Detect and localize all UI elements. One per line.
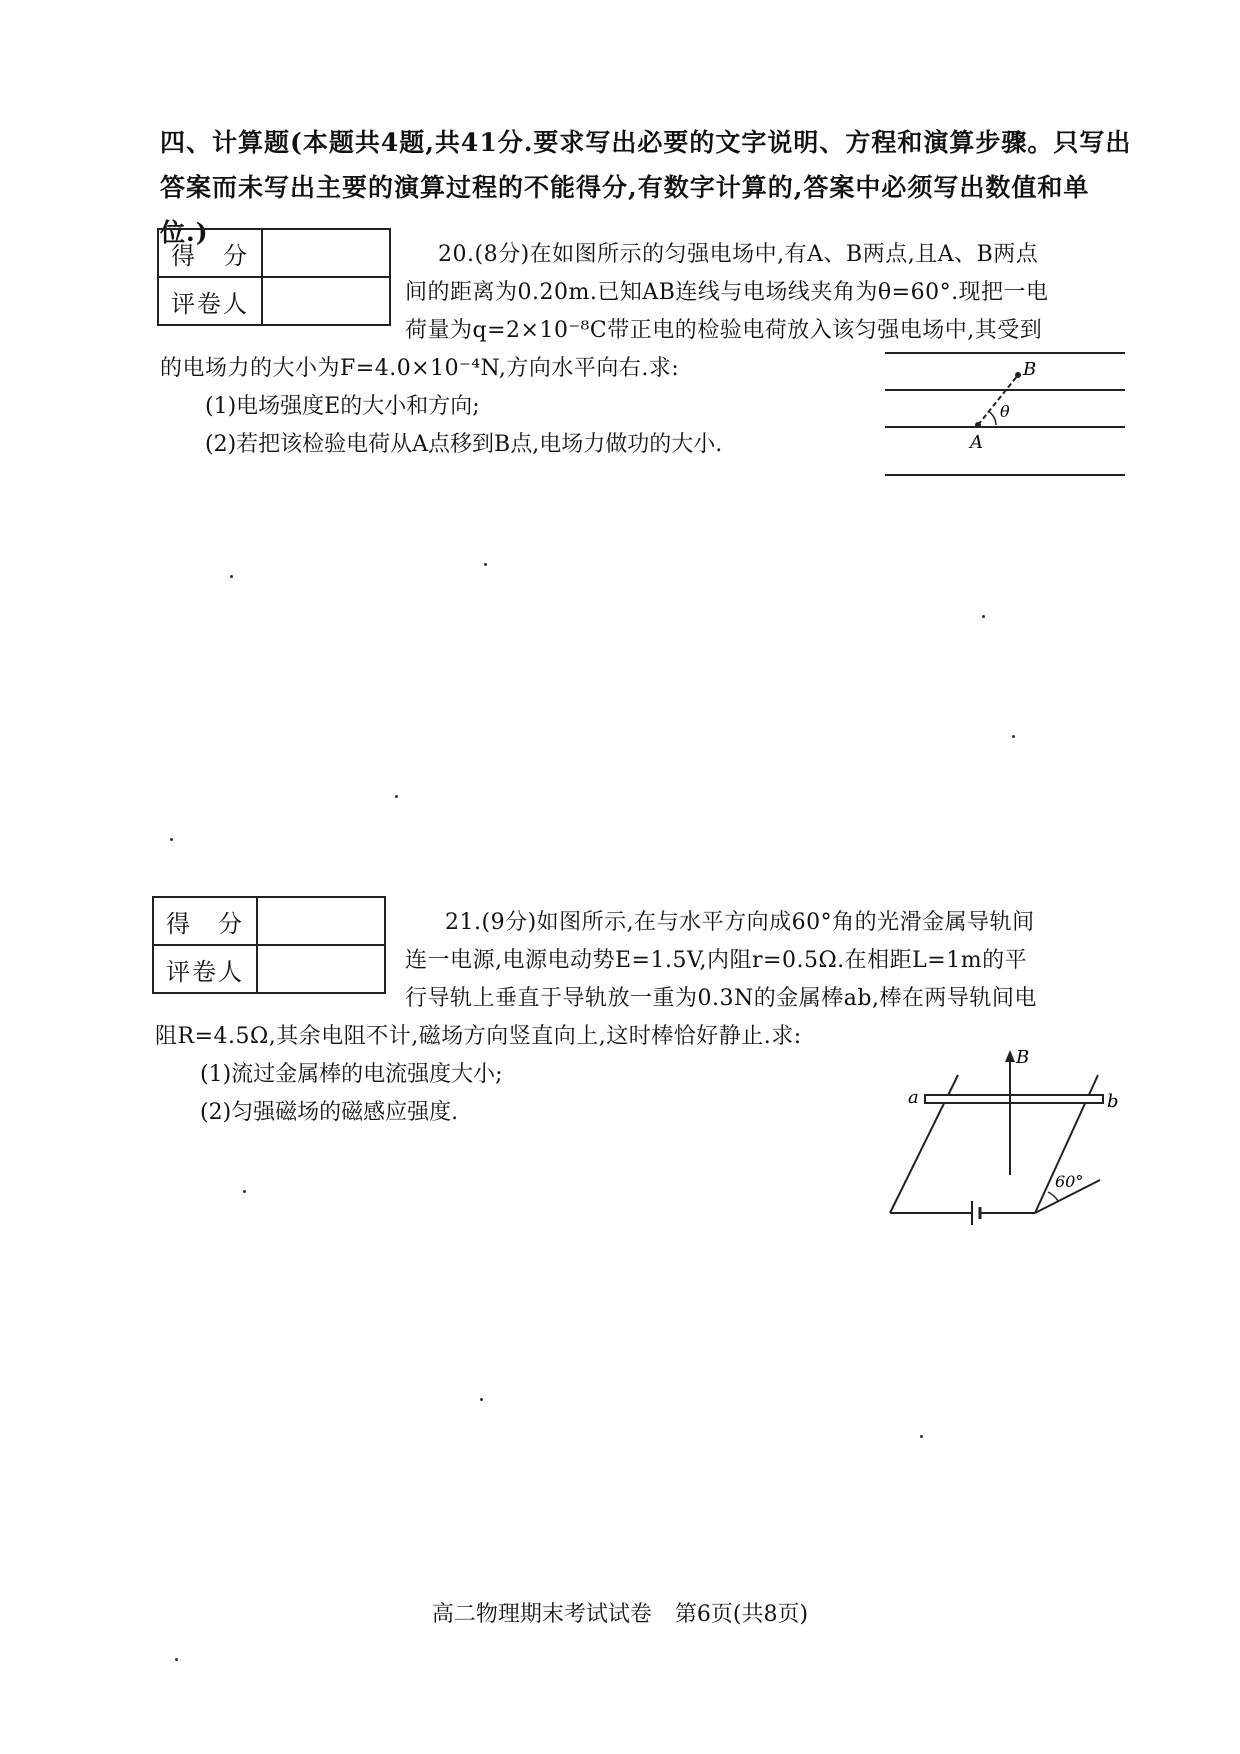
label-theta: θ bbox=[1000, 402, 1010, 421]
scan-speck bbox=[230, 575, 233, 578]
footer-title: 高二物理期末考试试卷 bbox=[431, 1602, 652, 1627]
q20-line2: 间的距离为0.20m.已知AB连线与电场线夹角为θ=60°.现把一电 bbox=[405, 280, 1049, 305]
angle-arc bbox=[988, 411, 996, 425]
scan-speck bbox=[982, 615, 985, 618]
segment-ab bbox=[978, 375, 1018, 425]
label-angle: 60° bbox=[1055, 1172, 1084, 1191]
section-header: 四、计算题(本题共4题,共41分.要求写出必要的文字说明、方程和演算步骤。只写出答案而未写出主要的演算过程的不能得分,有数字计算的,答案中必须写出数值和单位.) bbox=[160, 128, 1132, 247]
scan-speck bbox=[243, 1190, 246, 1193]
q20-sub2: (2)若把该检验电荷从A点移到B点,电场力做功的大小. bbox=[205, 432, 723, 457]
scan-speck bbox=[170, 838, 173, 841]
scan-speck bbox=[484, 563, 487, 566]
grader-label: 评卷人 bbox=[153, 945, 257, 993]
grader-field[interactable] bbox=[257, 945, 385, 993]
footer-page-number: 第6页(共8页) bbox=[674, 1602, 809, 1627]
q20-line1: 20.(8分)在如图所示的匀强电场中,有A、B两点,且A、B两点 bbox=[438, 242, 1039, 267]
grader-label: 评卷人 bbox=[158, 277, 262, 325]
q20-line3: 荷量为q=2×10⁻⁸C带正电的检验电荷放入该匀强电场中,其受到 bbox=[405, 318, 1043, 343]
point-b bbox=[1015, 372, 1021, 378]
label-b-field: B bbox=[1016, 1047, 1030, 1068]
q21-line1: 21.(9分)如图所示,在与水平方向成60°角的光滑金属导轨间 bbox=[445, 910, 1035, 935]
score-box-q21 bbox=[152, 896, 386, 994]
scan-speck bbox=[920, 1435, 923, 1438]
q21-line3: 行导轨上垂直于导轨放一重为0.3N的金属棒ab,棒在两导轨间电 bbox=[405, 986, 1037, 1011]
score-label: 得 分 bbox=[153, 897, 257, 945]
q21-line2: 连一电源,电源电动势E=1.5V,内阻r=0.5Ω.在相距L=1m的平 bbox=[405, 948, 1028, 973]
arrow-head-icon bbox=[1005, 1050, 1015, 1062]
scan-speck bbox=[1012, 735, 1015, 738]
metal-rod-ab bbox=[925, 1095, 1103, 1103]
q20-sub1: (1)电场强度E的大小和方向; bbox=[205, 394, 480, 419]
scan-speck bbox=[480, 1398, 483, 1401]
q21-sub1: (1)流过金属棒的电流强度大小; bbox=[200, 1062, 503, 1087]
score-label: 得 分 bbox=[158, 229, 262, 277]
q20-field-figure bbox=[880, 345, 1130, 485]
grader-field[interactable] bbox=[262, 277, 390, 325]
angle-arc-60 bbox=[1048, 1192, 1058, 1201]
label-b: b bbox=[1107, 1091, 1119, 1112]
scan-speck bbox=[395, 795, 398, 798]
label-a: a bbox=[908, 1087, 919, 1108]
score-box-q20 bbox=[157, 228, 391, 326]
q21-sub2: (2)匀强磁场的磁感应强度. bbox=[200, 1100, 459, 1125]
q21-line4: 阻R=4.5Ω,其余电阻不计,磁场方向竖直向上,这时棒恰好静止.求: bbox=[155, 1024, 802, 1049]
page-footer bbox=[0, 1597, 1240, 1628]
label-a: A bbox=[970, 432, 983, 453]
score-field[interactable] bbox=[257, 897, 385, 945]
q21-rail-figure bbox=[880, 1045, 1130, 1230]
scan-speck bbox=[175, 1658, 178, 1661]
point-a bbox=[975, 422, 981, 428]
q20-line4: 的电场力的大小为F=4.0×10⁻⁴N,方向水平向右.求: bbox=[160, 356, 680, 381]
score-field[interactable] bbox=[262, 229, 390, 277]
label-b: B bbox=[1023, 359, 1037, 380]
